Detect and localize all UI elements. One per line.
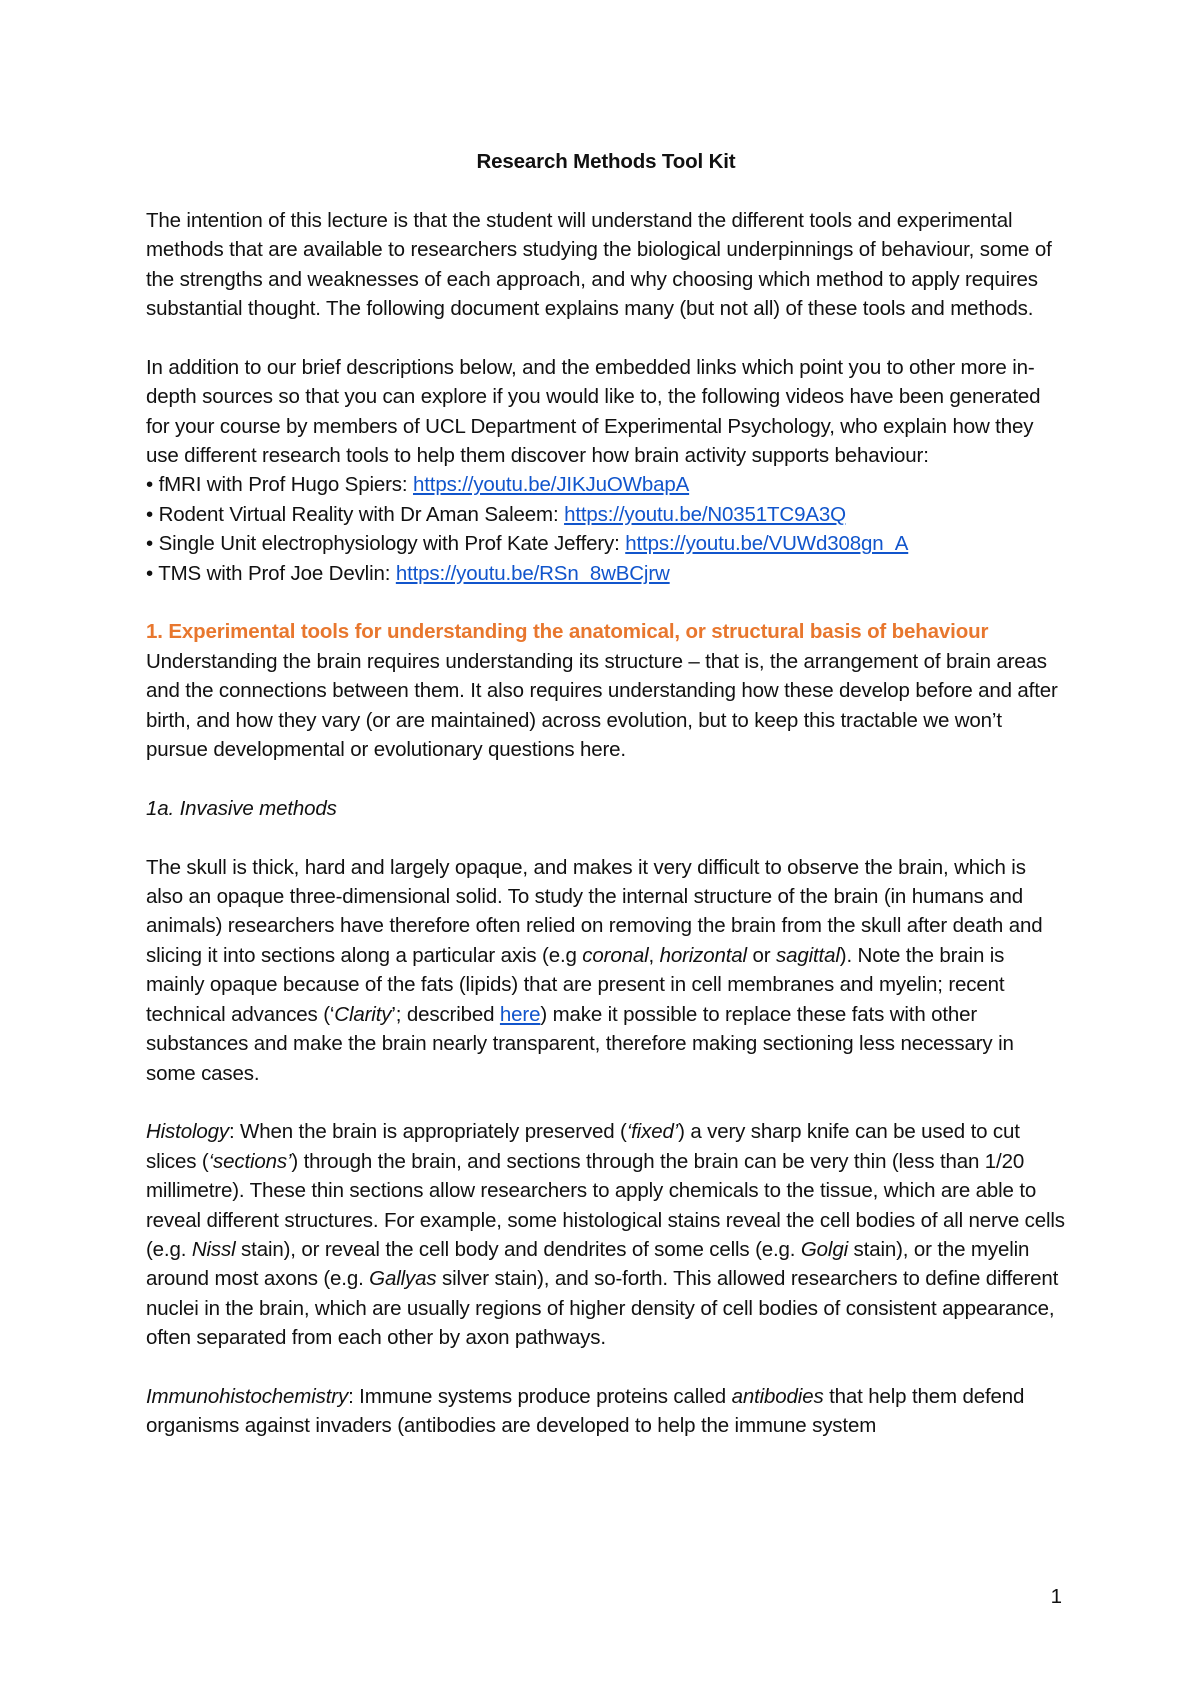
section-1-paragraph: Understanding the brain requires understanding its structure – that is, the arrangement of brain areas and the connections between them. It also requires understanding how these develop before and after birth, and how they vary (or are maintained) across evolution, but to keep this tractable we won’t pursue developmental or evolutionary questions here. <box>146 649 1058 762</box>
video-link-tms[interactable]: https://youtu.be/RSn_8wBCjrw <box>395 561 670 585</box>
video-item-fmri: • fMRI with Prof Hugo Spiers: https://youtu.be/JIKJuOWbapA <box>146 473 690 497</box>
histology-term: Histology <box>146 1120 229 1144</box>
clarity-here-link[interactable]: here <box>499 1002 541 1026</box>
video-link-rodent-vr[interactable]: https://youtu.be/N0351TC9A3Q <box>564 502 846 526</box>
video-item-rodent-vr: • Rodent Virtual Reality with Dr Aman Saleem: https://youtu.be/N0351TC9A3Q <box>146 502 846 526</box>
section-1a-paragraph: The skull is thick, hard and largely opaque, and makes it very difficult to observe the brain, which is also an opaque three-dimensional solid. To study the internal structure of the brain (in humans and animals) researchers have therefore often relied on removing the brain from the skull after death and slicing it into sections along a particular axis (e.g coronal, horizontal or sagittal). Note the brain is mainly opaque because of the fats (lipids) that are present in cell membranes and myelin; recent technical advances (‘Clarity’; described here) make it possible to replace these fats with other substances and make the brain nearly transparent, therefore making sectioning less necessary in some cases. <box>146 855 1043 1085</box>
histology-paragraph: Histology: When the brain is appropriately preserved (‘fixed’) a very sharp knife can be used to cut slices (‘sections’) through the brain, and sections through the brain can be very thin (less than 1/20 millimetre). These thin sections allow researchers to apply chemicals to the tissue, which are able to reveal different structures. For example, some histological stains reveal the cell bodies of all nerve cells (e.g. Nissl stain), or reveal the cell body and dendrites of some cells (e.g. Golgi stain), or the myelin around most axons (e.g. Gallyas silver stain), and so-forth. This allowed researchers to define different nuclei in the brain, which are usually regions of higher density of cell bodies of consistent appearance, often separated from each other by axon pathways. <box>146 1120 1065 1350</box>
video-list <box>146 470 1066 588</box>
section-1-heading: 1. Experimental tools for understanding the anatomical, or structural basis of behaviour <box>146 620 989 644</box>
video-link-fmri[interactable]: https://youtu.be/JIKJuOWbapA <box>413 473 690 497</box>
video-item-tms: • TMS with Prof Joe Devlin: https://youtu.be/RSn_8wBCjrw <box>146 561 670 585</box>
page-number: 1 <box>1050 1585 1062 1608</box>
immunohistochemistry-term: Immunohistochemistry <box>146 1384 349 1408</box>
video-item-single-unit: • Single Unit electrophysiology with Prof Kate Jeffery: https://youtu.be/VUWd308gn_A <box>146 532 909 556</box>
immunohistochemistry-paragraph: Immunohistochemistry: Immune systems produce proteins called antibodies that help them defend organisms against invaders (antibodies are developed to help the immune system <box>146 1384 1025 1438</box>
document-title: Research Methods Tool Kit <box>476 150 736 173</box>
document-body <box>146 147 1066 1441</box>
intro-paragraph-2: In addition to our brief descriptions below, and the embedded links which point you to other more in-depth sources so that you can explore if you would like to, the following videos have been generated for your course by members of UCL Department of Experimental Psychology, who explain how they use different research tools to help them discover how brain activity supports behaviour: <box>146 355 1041 468</box>
section-1a-heading: 1a. Invasive methods <box>146 796 337 820</box>
intro-paragraph-1: The intention of this lecture is that the student will understand the different tools and experimental methods that are available to researchers studying the biological underpinnings of behaviour, some of the strengths and weaknesses of each approach, and why choosing which method to apply requires substantial thought. The following document explains many (but not all) of these tools and methods. <box>146 208 1052 321</box>
video-link-single-unit[interactable]: https://youtu.be/VUWd308gn_A <box>625 532 909 556</box>
